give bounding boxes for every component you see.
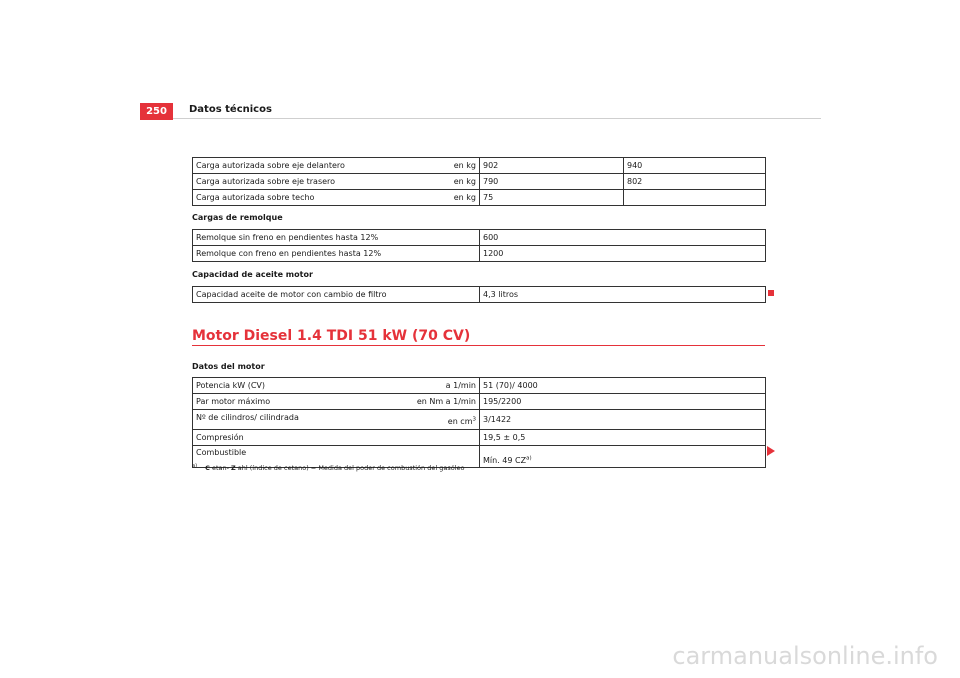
row-label: Potencia kW (CV) (196, 381, 266, 390)
row-value-alt: 940 (624, 158, 766, 174)
row-value: 600 (480, 230, 766, 246)
oil-capacity-table (192, 286, 766, 303)
footnote-text-1: etan- (209, 464, 232, 472)
row-unit: a 1/min (445, 381, 476, 390)
table-row (193, 287, 766, 303)
row-unit: en kg (453, 177, 476, 186)
table-row (193, 246, 766, 262)
row-value: 19,5 ± 0,5 (480, 430, 766, 446)
continue-arrow-icon (767, 446, 775, 456)
table-row (193, 378, 766, 394)
row-value: 3/1422 (480, 410, 766, 430)
trailer-loads-table (192, 229, 766, 262)
table-row (193, 430, 766, 446)
row-label: Carga autorizada sobre techo (196, 193, 315, 202)
row-value: 75 (480, 190, 624, 206)
row-label: Remolque con freno en pendientes hasta 12% (193, 246, 480, 262)
trailer-loads-heading: Cargas de remolque (192, 213, 283, 222)
page-number: 250 (140, 103, 173, 120)
row-unit: en kg (453, 161, 476, 170)
footnote-text-2: ahl (índice de cetano) = Medida del poder de combustión del gasóleo (235, 464, 465, 472)
row-value: 1200 (480, 246, 766, 262)
row-label: Carga autorizada sobre eje trasero (196, 177, 336, 186)
engine-data-table (192, 377, 766, 468)
section-title-divider (192, 345, 765, 346)
value-superscript: a) (526, 455, 532, 462)
row-value: 790 (480, 174, 624, 190)
row-value: 51 (70)/ 4000 (480, 378, 766, 394)
table-cell (193, 378, 480, 394)
row-label: Combustible (193, 446, 480, 468)
row-value: 902 (480, 158, 624, 174)
oil-capacity-heading: Capacidad de aceite motor (192, 270, 313, 279)
section-title: Motor Diesel 1.4 TDI 51 kW (70 CV) (192, 328, 471, 344)
row-unit: en Nm a 1/min (416, 397, 476, 406)
footnote-z: Z (231, 464, 236, 472)
table-row (193, 158, 766, 174)
table-row (193, 190, 766, 206)
table-cell (193, 394, 480, 410)
axle-loads-table (192, 157, 766, 206)
table-cell (193, 174, 480, 190)
row-label: Compresión (193, 430, 480, 446)
row-value: 195/2200 (480, 394, 766, 410)
row-value-alt: 802 (624, 174, 766, 190)
table-cell (193, 158, 480, 174)
unit-superscript: 3 (472, 416, 476, 423)
engine-data-heading: Datos del motor (192, 362, 265, 371)
footnote-c: C (205, 464, 210, 472)
table-row (193, 394, 766, 410)
table-cell (193, 190, 480, 206)
footnote-marker: a) (192, 462, 198, 469)
row-value: Mín. 49 CZ$^{a)}$ (480, 446, 766, 468)
row-label: Carga autorizada sobre eje delantero (196, 161, 345, 170)
table-cell (193, 410, 480, 430)
table-row (193, 174, 766, 190)
row-value: 4,3 litros (480, 287, 766, 303)
page-header-title: Datos técnicos (189, 104, 272, 115)
table-row (193, 230, 766, 246)
row-unit: en kg (453, 193, 476, 202)
table-row (193, 410, 766, 430)
watermark: carmanualsonline.info (672, 642, 938, 670)
row-label: Remolque sin freno en pendientes hasta 12% (193, 230, 480, 246)
row-label: Capacidad aceite de motor con cambio de filtro (193, 287, 480, 303)
row-value-alt (624, 190, 766, 206)
row-label: Par motor máximo (196, 397, 271, 406)
section-end-marker (768, 290, 774, 296)
header-divider (173, 118, 821, 119)
row-unit: en $cm^3$ (447, 416, 476, 426)
footnote (192, 464, 464, 472)
row-label: Nº de cilindros/ cilindrada (196, 413, 299, 422)
